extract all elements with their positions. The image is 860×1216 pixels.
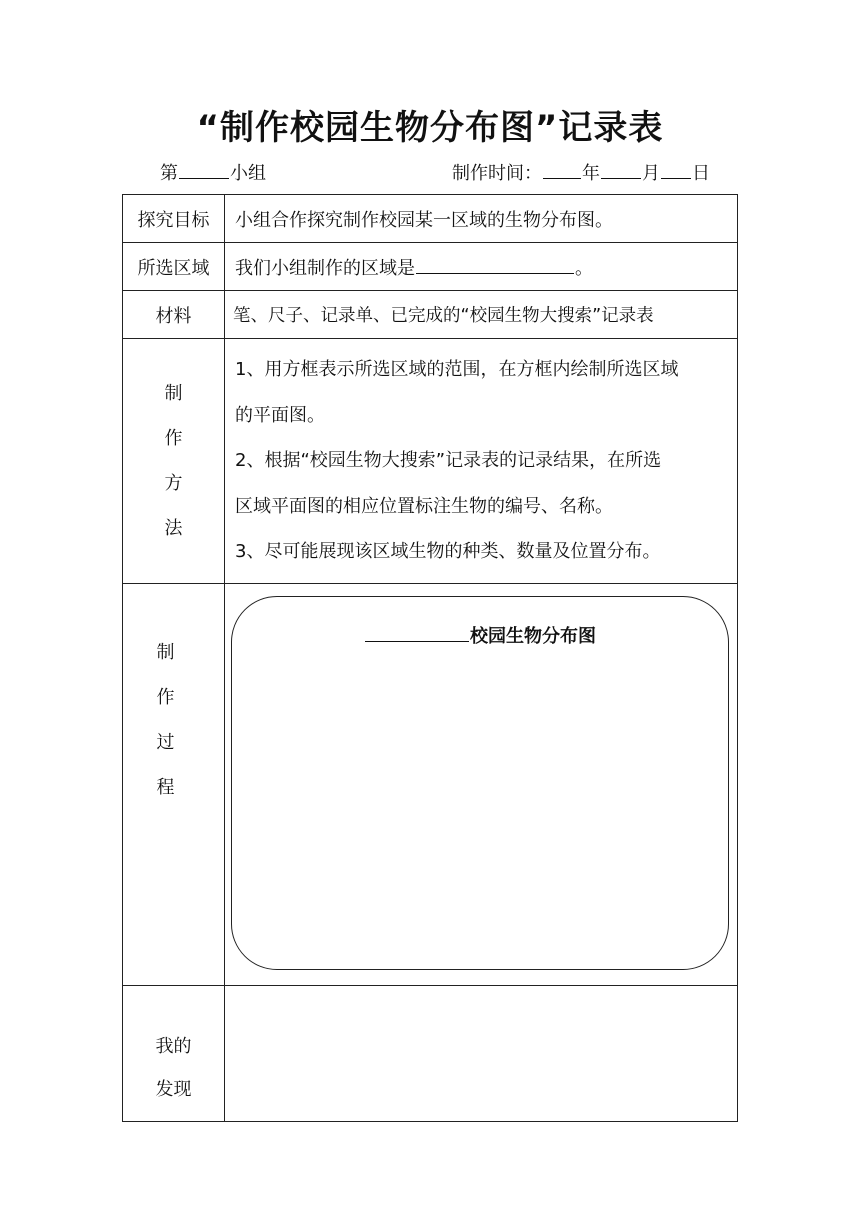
group-info bbox=[160, 158, 266, 186]
method-line: 2、根据“校园生物大搜索”记录表的记录结果，在所选 bbox=[235, 450, 662, 471]
map-name-blank[interactable] bbox=[365, 621, 469, 642]
day-blank[interactable] bbox=[661, 158, 691, 179]
group-prefix: 第 bbox=[160, 163, 178, 184]
year-blank[interactable] bbox=[543, 158, 581, 179]
date-info bbox=[452, 158, 710, 186]
row-materials bbox=[123, 291, 738, 339]
process-label-char: 制 bbox=[156, 641, 175, 663]
method-label-char: 方 bbox=[164, 472, 183, 494]
area-blank[interactable] bbox=[416, 253, 574, 274]
group-suffix: 小组 bbox=[230, 163, 266, 184]
goal-text: 小组合作探究制作校园某一区域的生物分布图。 bbox=[225, 195, 738, 243]
month-blank[interactable] bbox=[601, 158, 641, 179]
goal-label: 探究目标 bbox=[123, 195, 225, 243]
area-text: 我们小组制作的区域是 bbox=[235, 258, 415, 279]
method-line: 1、用方框表示所选区域的范围，在方框内绘制所选区域 bbox=[235, 359, 679, 380]
method-line: 3、尽可能展现该区域生物的种类、数量及位置分布。 bbox=[235, 541, 661, 562]
map-title bbox=[232, 621, 728, 648]
time-label: 制作时间： bbox=[452, 163, 542, 184]
map-drawing-area[interactable] bbox=[231, 596, 729, 970]
method-line: 的平面图。 bbox=[235, 404, 325, 426]
process-label-char: 作 bbox=[156, 686, 175, 708]
row-findings bbox=[123, 985, 738, 1121]
map-title-text: 校园生物分布图 bbox=[470, 626, 596, 647]
process-label bbox=[123, 583, 225, 985]
area-period: 。 bbox=[575, 258, 593, 279]
method-text bbox=[225, 339, 738, 584]
process-label-char: 程 bbox=[156, 776, 175, 798]
process-label-char: 过 bbox=[156, 731, 175, 753]
area-label: 所选区域 bbox=[123, 243, 225, 291]
year-label: 年 bbox=[582, 163, 600, 184]
row-goal bbox=[123, 195, 738, 243]
group-number-blank[interactable] bbox=[179, 158, 229, 179]
method-label-char: 作 bbox=[164, 427, 183, 449]
method-label-char: 法 bbox=[164, 517, 183, 539]
row-method bbox=[123, 339, 738, 584]
method-label-char: 制 bbox=[164, 382, 183, 404]
page-title: “制作校园生物分布图”记录表 bbox=[196, 108, 664, 148]
record-table bbox=[122, 194, 738, 1122]
findings-label-line: 发现 bbox=[155, 1079, 192, 1100]
findings-label bbox=[123, 985, 225, 1121]
method-label bbox=[123, 339, 225, 584]
row-process bbox=[123, 583, 738, 985]
month-label: 月 bbox=[642, 163, 660, 184]
process-cell bbox=[225, 583, 738, 985]
area-cell bbox=[225, 243, 738, 291]
materials-text: 笔、尺子、记录单、已完成的“校园生物大搜索”记录表 bbox=[225, 291, 738, 339]
method-line: 区域平面图的相应位置标注生物的编号、名称。 bbox=[235, 495, 613, 517]
day-label: 日 bbox=[692, 163, 710, 184]
row-area bbox=[123, 243, 738, 291]
findings-input-area[interactable] bbox=[225, 985, 738, 1121]
findings-label-line: 我的 bbox=[155, 1036, 192, 1057]
materials-label: 材料 bbox=[123, 291, 225, 339]
